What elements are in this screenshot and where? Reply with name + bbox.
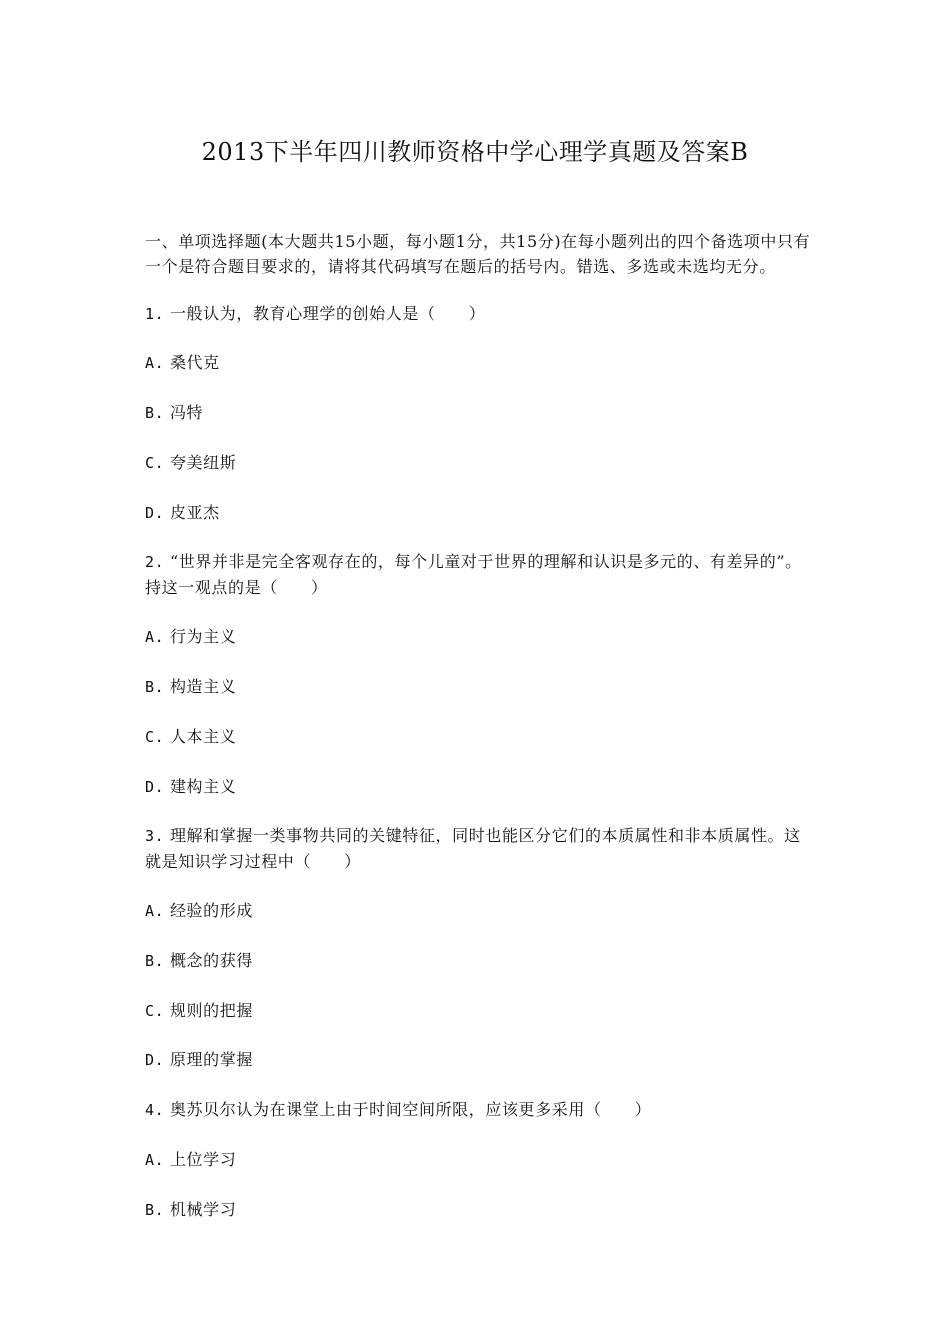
option-letter: A. bbox=[145, 354, 165, 372]
question-text: 一般认为，教育心理学的创始人是（ ） bbox=[169, 304, 486, 323]
option-letter: B. bbox=[145, 678, 165, 696]
question-number: 1. bbox=[145, 305, 165, 323]
question-3 bbox=[145, 823, 813, 874]
option-text: 原理的掌握 bbox=[169, 1050, 253, 1069]
option-2b bbox=[145, 674, 813, 700]
section-intro: 一、单项选择题(本大题共15小题，每小题1分，共15分)在每小题列出的四个备选项中只有一个是符合题目要求的，请将其代码填写在题后的括号内。错选、多选或未选均无分。 bbox=[145, 232, 811, 276]
option-3c bbox=[145, 998, 813, 1024]
option-letter: A. bbox=[145, 1151, 165, 1169]
question-text: “世界并非是完全客观存在的，每个儿童对于世界的理解和认识是多元的、有差异的”。持这一观点的是（ ） bbox=[145, 552, 802, 597]
option-text: 概念的获得 bbox=[169, 951, 253, 970]
option-letter: D. bbox=[145, 1051, 165, 1069]
option-1a bbox=[145, 350, 813, 376]
option-letter: B. bbox=[145, 404, 165, 422]
option-1c bbox=[145, 450, 813, 476]
option-letter: A. bbox=[145, 628, 165, 646]
option-text: 行为主义 bbox=[169, 627, 237, 646]
option-text: 皮亚杰 bbox=[169, 503, 220, 522]
option-letter: A. bbox=[145, 902, 165, 920]
option-1b bbox=[145, 400, 813, 426]
question-4 bbox=[145, 1097, 813, 1123]
option-letter: C. bbox=[145, 1002, 165, 1020]
option-letter: C. bbox=[145, 454, 165, 472]
option-text: 冯特 bbox=[169, 403, 204, 422]
option-text: 机械学习 bbox=[169, 1200, 237, 1219]
question-2 bbox=[145, 549, 813, 600]
option-2d bbox=[145, 774, 813, 800]
option-text: 经验的形成 bbox=[169, 901, 253, 920]
option-3d bbox=[145, 1047, 813, 1073]
option-text: 上位学习 bbox=[169, 1150, 237, 1169]
question-number: 3. bbox=[145, 827, 165, 845]
question-number: 2. bbox=[145, 553, 165, 571]
option-3a bbox=[145, 898, 813, 924]
option-2c bbox=[145, 724, 813, 750]
option-3b bbox=[145, 948, 813, 974]
option-text: 夸美纽斯 bbox=[169, 453, 237, 472]
option-text: 建构主义 bbox=[169, 777, 237, 796]
option-4a bbox=[145, 1147, 813, 1173]
option-letter: D. bbox=[145, 778, 165, 796]
document-title: 2013下半年四川教师资格中学心理学真题及答案B bbox=[201, 138, 749, 166]
option-2a bbox=[145, 624, 813, 650]
option-text: 桑代克 bbox=[169, 353, 220, 372]
question-number: 4. bbox=[145, 1101, 165, 1119]
option-4b bbox=[145, 1197, 813, 1223]
option-letter: C. bbox=[145, 728, 165, 746]
option-letter: D. bbox=[145, 504, 165, 522]
option-text: 规则的把握 bbox=[169, 1001, 253, 1020]
option-text: 人本主义 bbox=[169, 727, 237, 746]
question-text: 奥苏贝尔认为在课堂上由于时间空间所限，应该更多采用（ ） bbox=[169, 1100, 652, 1119]
option-1d bbox=[145, 500, 813, 526]
question-text: 理解和掌握一类事物共同的关键特征，同时也能区分它们的本质属性和非本质属性。这就是知识学习过程中（ ） bbox=[145, 826, 801, 871]
option-letter: B. bbox=[145, 952, 165, 970]
option-letter: B. bbox=[145, 1201, 165, 1219]
option-text: 构造主义 bbox=[169, 677, 237, 696]
question-1 bbox=[145, 301, 813, 327]
